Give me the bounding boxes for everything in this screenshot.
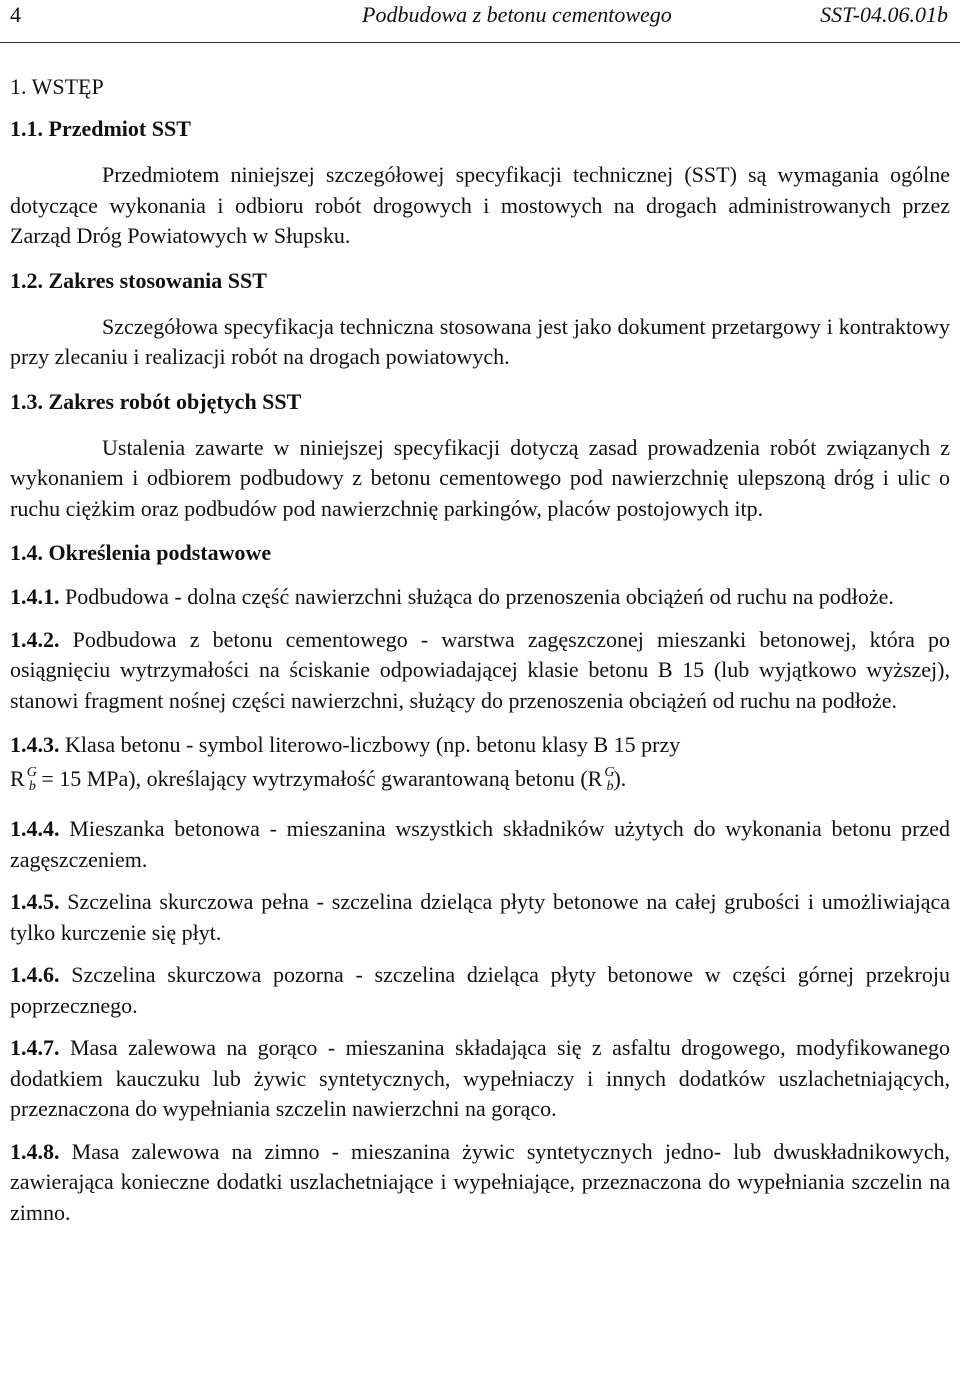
definition-item <box>10 960 950 1021</box>
definition-number: 1.4.1. <box>10 584 60 609</box>
definition-text: Szczelina skurczowa pozorna - szczelina dzieląca płyty betonowe w części górnej przekroju poprzecznego. <box>10 962 950 1018</box>
definition-item <box>10 814 950 875</box>
section-heading-1-1: 1.1. Przedmiot SST <box>10 116 191 141</box>
page-number: 4 <box>10 2 21 27</box>
section-heading-1-4: 1.4. Określenia podstawowe <box>10 540 272 565</box>
document-body <box>10 72 950 1228</box>
definition-text: Szczelina skurczowa pełna - szczelina dzieląca płyty betonowe na całej grubości i umożliwiająca tylko kurczenie się płyt. <box>10 889 950 945</box>
paragraph-1-3: Ustalenia zawarte w niniejszej specyfikacji dotyczą zasad prowadzenia robót związanych z wykonaniem i odbiorem podbudowy z betonu cementowego pod nawierzchnię ulepszoną dróg i ulic o ruchu ciężkim oraz podbudów pod nawierzchnię parkingów, placów postojowych itp. <box>10 434 950 521</box>
definition-number: 1.4.2. <box>10 626 60 652</box>
definition-text: Mieszanka betonowa - mieszanina wszystkich składników użytych do wykonania betonu przed zagęszczeniem. <box>10 816 951 872</box>
definition-number: 1.4.5. <box>10 889 60 914</box>
definition-text: Podbudowa - dolna część nawierzchni służąca do przenoszenia obciążeń od ruchu na podłoże. <box>65 584 894 609</box>
section-heading-1-2: 1.2. Zakres stosowania SST <box>10 267 267 293</box>
symbol-subscript: b <box>28 779 36 794</box>
definition-text: Podbudowa z betonu cementowego - warstwa zagęszczonej mieszanki betonowej, która po osiągnięciu wytrzymałości na ściskanie odpowiadającej klasie betonu B 15 (lub wyjątkowo wyższej), stanowi fragment nośnej części nawierzchni, służący do przenoszenia obciążeń od ruchu na podłoże. <box>10 626 950 713</box>
definition-text: ). <box>613 766 627 791</box>
paragraph-1-2: Szczegółowa specyfikacja techniczna stosowana jest jako dokument przetargowy i kontraktowy przy zlecaniu i realizacji robót na drogach powiatowych. <box>10 313 950 369</box>
definition-text: Masa zalewowa na gorąco - mieszanina składająca się z asfaltu drogowego, modyfikowanego dodatkiem kauczuku lub żywic syntetycznych, wypełniaczy i innych dodatków uszlachetniających, przeznaczona do wypełniania szczelin nawierzchni na gorąco. <box>10 1035 951 1121</box>
definition-text: = 15 MPa), określający wytrzymałość gwarantowaną betonu (R <box>41 766 603 791</box>
definition-text: Masa zalewowa na zimno - mieszanina żywic syntetycznych jedno- lub dwuskładnikowych, zawierająca konieczne dodatki uszlachetniające i wypełniające, przeznaczona do wypełniania szczelin na zimno. <box>10 1138 951 1225</box>
definition-item <box>10 1033 950 1125</box>
symbol-subscript: b <box>606 779 614 794</box>
definition-item <box>10 582 950 613</box>
section-heading-1-3: 1.3. Zakres robót objętych SST <box>10 388 302 414</box>
paragraph-1-1: Przedmiotem niniejszej szczegółowej specyfikacji technicznej (SST) są wymagania ogólne dotyczące wykonania i odbioru robót drogowych i mostowych na drogach administrowanych przez Zarząd Dróg Powiatowych w Słupsku. <box>10 162 950 248</box>
symbol-superscript: G <box>26 765 37 780</box>
document-title: Podbudowa z betonu cementowego <box>362 2 672 27</box>
definition-number: 1.4.7. <box>10 1035 60 1060</box>
symbol-r: R <box>10 766 25 791</box>
definition-item <box>10 728 950 800</box>
definition-number: 1.4.4. <box>10 816 60 841</box>
definition-number: 1.4.3. <box>10 732 60 757</box>
definition-item <box>10 625 950 717</box>
definition-item <box>10 1137 950 1229</box>
document-code: SST-04.06.01b <box>820 2 948 27</box>
definition-number: 1.4.6. <box>10 962 60 987</box>
definition-text: Klasa betonu - symbol literowo-liczbowy (np. betonu klasy B 15 przy <box>65 732 681 757</box>
page-header <box>0 0 960 43</box>
definition-number: 1.4.8. <box>10 1138 60 1164</box>
definition-item <box>10 887 950 948</box>
symbol-superscript: G <box>604 765 615 780</box>
section-heading-1: 1. WSTĘP <box>10 74 104 99</box>
